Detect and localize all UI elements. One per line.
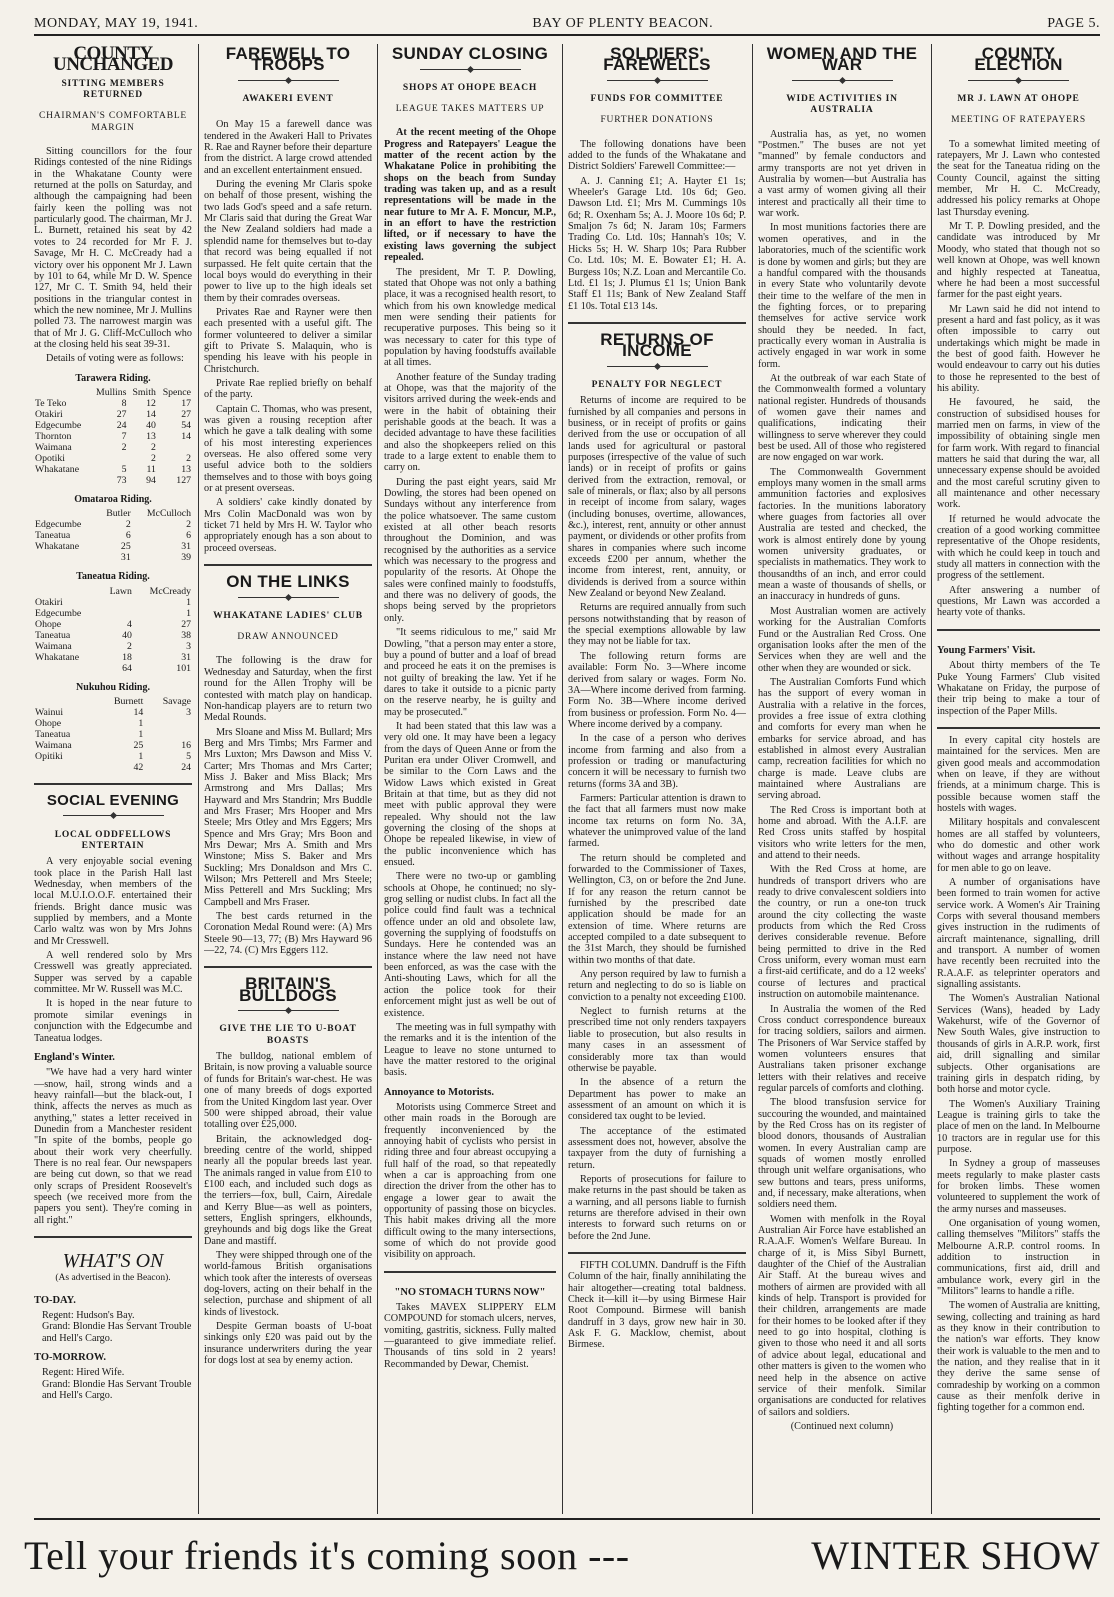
farewell-paragraph: During the evening Mr Claris spoke on behalf of those present, wishing the two lads God's speed and a safe return. Mr Claris said that during the Great War the New Zealand soldiers had made a splendid name for themselves but to-day that record was being equalled if not surpassed. He felt quite certain that the local boys would do everything in their power to live up to the high ideals set them by their comrades overseas. (204, 179, 372, 304)
social-evening-article (34, 783, 192, 1044)
sunday-headline: SUNDAY CLOSING (391, 44, 549, 63)
motorists-heading: Annoyance to Motorists. (384, 1086, 494, 1098)
divider-ornament (204, 75, 372, 86)
table-header-row: Butler McCulloch (106, 508, 191, 520)
links-paragraph: Mrs Sloane and Miss M. Bullard; Mrs Berg and Mrs Timbs; Mrs Farmer and Mrs Luxton; Mrs Dawson and Miss V. Carter; Mrs Thomas and Mrs Carter; Miss J. Baker and Miss Black; Mrs Armstrong and Mrs Dallas; Mrs Hayward and Mrs Standrin; Mrs Buddle and Mrs Fraser; Mrs Hooper and Mrs Steele; Mrs Otley and Mrs Eggers; Mrs Spence and Mrs Gray; Mrs Boon and Mrs Dewar; Mrs A. Smith and Mrs Winstone; Miss S. Baker and Mrs Suckling; Mrs Donaldson and Mrs C. Wilson; Mrs Petterell and Mrs Steele; Miss Petterell and Mrs Suckling; Mrs Campbell and Mrs Fraser. (204, 726, 372, 908)
income-paragraph: Returns are required annually from such persons notwithstanding that by reason of the special exemptions allowable by law they may not be liable for tax. (568, 602, 746, 648)
column-rule (752, 44, 753, 1514)
farewell-paragraph: On May 15 a farewell dance was tendered in the Awakeri Hall to Privates R. Rae and Rayner before their departure from the district. A large crowd attended and an excellent entertainment ensued. (204, 119, 372, 176)
county-paragraph: Details of voting were as follows: (46, 353, 184, 365)
income-paragraph: Farmers: Particular attention is drawn to the fact that all farmers must now make income tax returns on form No. 3A, whatever the unimproved value of the land farmed. (568, 792, 746, 850)
column-2 (204, 44, 372, 1514)
column-rule (377, 44, 378, 1514)
women-paragraph: A number of organisations have been formed to train women for active service work. A Women's Air Training Corps with several thousand members gives instruction in the rudiments of aircraft maintenance, signalling, drill and transport. A number of women have recently been recruited into the R.A.A.F. as teleprinter operators and signalling assistants. (937, 877, 1100, 991)
sunday-paragraph: "It seems ridiculous to me," said Mr Dowling, "that a person may enter a store, buy a pound of butter and a loaf of bread and proceed he eats it on the premises is not guilty of breaking the law. Yet if he dares to take it outside to a picnic party on the reserve nearby, he is guilty and may be prosecuted." (384, 627, 556, 718)
income-paragraph: In the case of a person who derives income from farming and also from a profession or trading or manufacturing concern it will be necessary to furnish two returns (forms 3A and 3B). (568, 733, 746, 790)
banner-right-text: WINTER SHOW (811, 1532, 1100, 1578)
county-subhead: SITTING MEMBERS RETURNED (61, 78, 165, 101)
column-rule (198, 44, 199, 1514)
women-paragraph: With the Red Cross at home, are hundreds of transport drivers who are ready to drive convalescent soldiers into the country, or run a one-ton truck around the city collecting the waste products from which the Red Cross derives considerable revenue. Before being permitted to drive in the Red Cross uniform, every woman must earn a first-aid certificate, and do a 12 weeks' course of lectures and practical instruction on automobile maintenance. (758, 864, 926, 1001)
women-war-continued (937, 727, 1100, 1414)
nukuhou-vote-table (34, 696, 192, 773)
masthead-date: MONDAY, MAY 19, 1941. (34, 16, 199, 31)
bulldogs-subhead: GIVE THE LIE TO U-BOAT BOASTS (219, 1024, 357, 1046)
table-total-row: 31 39 (120, 552, 191, 564)
young-farmers-heading: Young Farmers' Visit. (937, 644, 1036, 656)
income-paragraph: Any person required by law to furnish a return and neglecting to do so is liable on conviction to a penalty not exceeding £100. (568, 969, 746, 1003)
election-paragraph: If returned he would advocate the creation of a good working committee representative of the Ohope residents, with which he could keep in touch and study all matters in connection with the progress of the settlement. (937, 513, 1100, 582)
table-total-row: 73 94 127 (116, 474, 191, 486)
mavex-advertisement (384, 1271, 556, 1370)
income-paragraph: Returns of income are required to be furnished by all companies and persons in business, or in receipt of profits or gains derived from the use or occupation of all lands used for agricultural or pastoral purposes (irrespective of the value of such lands) or in receipt of profits or gains derived from the extraction, removal, or sale of minerals, or flax; also by all persons in receipt of income from salary, wages (including bonuses, overtime, allowances, &c.), interest, rent, annuity or other annust payment, or dividends or other profits from shares in companies where such income exceeds £200 per annum, whether the income from interest, rent, annuity, or dividends is derived from a source within New Zealand or beyond New Zealand. (568, 395, 746, 600)
winter-paragraph: "We have had a very hard winter —snow, hail, strong winds and a heavy rainfall—but the black-out, I think, affects the nerves as much as anything," states a letter received in Dunedin from a Manchester resident "In spite of the bombs, people go about their work very cheerfully. There is no real fear. Our newspapers are being cut down, so that we read only scraps of President Roosevelt's speech (we received more from the papers you sent). They're coming in all right." (34, 1067, 192, 1226)
sunday-paragraph: The meeting was in full sympathy with the remarks and it is the intention of the League to leave no stone unturned to have the matter restored to the original basis. (384, 1021, 556, 1079)
masthead-page-number: PAGE 5. (1047, 16, 1100, 31)
table-row: Edgecumbe 24 40 54 (35, 419, 191, 431)
table-header-row: Burnett Savage (113, 695, 191, 707)
links-headline: ON THE LINKS (226, 572, 350, 592)
links-subhead-2: DRAW ANNOUNCED (237, 632, 339, 643)
whats-on-tomorrow: TO-MORROW. (34, 1352, 107, 1364)
column-3 (384, 44, 556, 1514)
ad-headline: "NO STOMACH TURNS NOW" (394, 1286, 546, 1298)
women-paragraph: Women with menfolk in the Royal Australian Air Force have established an R.A.A.F. Women's Welfare Bureau. In charge of it, is Miss Sibyl Burnett, daughter of the Chief of the Australian Air Staff. At the bureau wives and mothers of airmen are provided with all kinds of help. Transport is provided for their children, arrangements are made for their homes to be looked after if they need to go into hospital, clothing is given to those who need it and all sorts of advice about legal, educational and other matters is given to the women who need help in the absence on active service of their menfolk. Similar organisations are conducted for relatives of sailors and soldiers. (758, 1213, 926, 1418)
winter-show-banner (24, 1527, 1100, 1583)
banner-left-text: Tell your friends it's coming soon --- (24, 1532, 630, 1578)
winter-heading: England's Winter. (34, 1051, 115, 1063)
bulldogs-article (204, 966, 372, 1366)
sunday-paragraph: Another feature of the Sunday trading at Ohope, was that the majority of the visitors arrived during the week-ends and were in the habit of obtaining their perishable goods at the beach. It was a decided advantage to have these facilities and also the shopkeepers relied on this trade to a large extent to enable them to carry on. (384, 371, 556, 474)
county-paragraph: Sitting councillors for the four Ridings contested of the nine Ridings in the Whakatane County were returned at the polls on Saturday, and although the campaigning had been fairly keen the polling was not particularly good. The chairman, Mr J. L. Burnett, retained his seat by 42 votes to 24 recorded for Mr F. J. Savage, Mr H. C. McCready had a victory over his opponent Mr J. Lawn by 101 to 64, while Mr D. W. Spence 127, Mr C. T. Smith 94, held their positions in the triangular contest in which the new nominee, Mr J. Mullins polled 73. The narrowest margin was that of Mr J. G. Cliff-McCulloch who at the closing held his seat 39-31. (34, 146, 192, 350)
social-paragraph: A very enjoyable social evening took place in the Parish Hall last Wednesday, when members of the local M.U.I.O.O.F. entertained their friends. Bright dance music was supplied by members, and a Monte Carlo waltz was won by Mrs Johns and Mr Cresswell. (34, 856, 192, 947)
soldiers-paragraph: The following donations have been added to the funds of the Whakatane and District Soldiers' Farewell Committee:— (568, 138, 746, 173)
column-rule (562, 44, 563, 1514)
table-row: Ohope 4 27 (35, 618, 191, 630)
county-headline: COUNTY UNCHANGED (52, 44, 174, 76)
divider-ornament (937, 75, 1100, 86)
soldiers-headline: SOLDIERS' FAREWELLS (603, 44, 711, 75)
women-paragraph: The Women's Australian National Services (Wans), headed by Lady Wakehurst, wife of the Governor of New South Wales, give instruction to thousands of girls in A.R.P. work, first aid, drill signalling and similar subjects. Other organisations are training girls in despatch riding, by both horse and motor cycle. (937, 993, 1100, 1096)
bulldogs-headline: BRITAIN'S BULLDOGS (239, 974, 337, 1005)
women-paragraph: One organisation of young women, calling themselves "Militors" staffs the Melbourne A.R.P. control rooms. In addition to instruction in communications, first aid, drill and ambulance work, every girl in the "Militors" learns to handle a rifle. (937, 1217, 1100, 1298)
election-paragraph: Mr T. P. Dowling presided, and the candidate was introduced by Mr Moody, who stated that though not so well known at Ohope, was well known and highly respected at Taneatua, where he had been a most successful farmer for the past eight years. (937, 221, 1100, 301)
income-paragraph: Neglect to furnish returns at the prescribed time not only renders taxpayers liable to prosecution, but also results in many cases in an assessment of considerably more tax than would otherwise be payable. (568, 1006, 746, 1074)
table-row: Taneatua 6 6 (35, 530, 191, 542)
column-rule (931, 44, 932, 1514)
birmese-advertisement (568, 1252, 746, 1351)
farewell-paragraph: Captain C. Thomas, who was present, was given a rousing reception after which he gave a talk dealing with some of his most interesting experiences overseas. He also offered some very useful advice both to the soldiers themselves and to those with boys going or at present overseas. (204, 403, 372, 495)
table-row: Edgecumbe 2 2 (35, 519, 191, 531)
newspaper-columns (34, 44, 1100, 1514)
divider-ornament (34, 810, 192, 821)
whats-on-subtitle: (As advertised in the Beacon). (55, 1273, 171, 1284)
income-paragraph: The following return forms are available: Form No. 3—Where income derived from salary or wages. Form No. 3A—Where income derived from farming. Form No. 3B—Where income derived from business or profession. Form No. 4—Where income derived by a company. (568, 650, 746, 730)
divider-ornament (568, 75, 746, 86)
tarawera-vote-table (34, 387, 192, 486)
women-paragraph: The blood transfusion service for succouring the wounded, and maintained by the Red Cross has on its register of blood donors, thousands of Australian women. In every Australian camp are squads of women mostly enrolled through unit welfare organisations, who sew buttons and tears, press uniforms, and, if necessary, make alterations, when soldiers need them. (758, 1097, 926, 1211)
links-paragraph: The following is the draw for Wednesday and Saturday, when the first round for the Allen Trophy will be contested with match play on handicap. Non-handicap players are to return two Medal Rounds. (204, 655, 372, 724)
women-paragraph: Australia has, as yet, no women "Postmen." The buses are not yet "manned" by female conductors and army transports are not yet driven in Australia by women—but Australia has a vast army of women giving all their interest and practically all their time to war work. (758, 128, 926, 220)
table-row: Taneatua 1 (35, 728, 144, 740)
listing: Regent: Hudson's Bay. (42, 1310, 135, 1322)
women-subhead: WIDE ACTIVITIES IN AUSTRALIA (786, 94, 898, 116)
whats-on-box (34, 1236, 192, 1401)
bulldogs-paragraph: They were shipped through one of the world-famous British organisations which took after the interests of overseas dog-lovers, acting on their behalf in the selection, purchase and shipment of all kinds of livestock. (204, 1249, 372, 1318)
income-subhead: PENALTY FOR NEGLECT (591, 379, 723, 390)
women-paragraph: The Australian Comforts Fund which has the support of every woman in Australia with a relative in the forces, provides a free issue of extra clothing and comforts for every man when he embarks for service abroad, and has established in almost every Australian camp, recreation facilities for which no charge is made. Leave clubs are maintained where Australians are serving abroad. (758, 676, 926, 802)
links-paragraph: The best cards returned in the Coronation Medal Round were: (A) Mrs Steele 90—13, 77; (B) Mrs Hayward 96—22, 74. (C) Mrs Eggers 112. (204, 911, 372, 957)
table-total-row: 64 101 (122, 662, 191, 674)
table-row: Opitiki 1 5 (35, 750, 191, 762)
table-row: Edgecumbe 1 (35, 607, 191, 619)
income-paragraph: In the absence of a return the Department has power to make an assessment of an amount on which it is considered tax ought to be levied. (568, 1077, 746, 1123)
footer-rule (34, 1518, 1100, 1520)
divider-ornament (204, 1005, 372, 1016)
farewell-subhead: AWAKERI EVENT (242, 94, 334, 105)
divider-ornament (384, 63, 556, 74)
women-paragraph: Military hospitals and convalescent homes are all staffed by volunteers, who do domestic and other work without wages and arrange hospitality for men able to go on leave. (937, 817, 1100, 874)
social-subhead: LOCAL ODDFELLOWS ENTERTAIN (54, 829, 172, 851)
table-row: Waimana 25 16 (35, 739, 191, 751)
income-headline: RETURNS OF INCOME (600, 329, 714, 361)
income-paragraph: The return should be completed and forwarded to the Commissioner of Taxes, Wellington, C3, on or before the 2nd June. If for any reason the return cannot be furnished by the prescribed date application should be made for an extension of time. Where returns are accepted compiled to a date subsequent to the 31st March, they should be furnished within two months of that date. (568, 852, 746, 966)
table-row: Waimana 2 2 (35, 441, 156, 453)
soldiers-paragraph: A. J. Canning £1; A. Hayter £1 1s; Wheeler's Garage Ltd. 10s 6d; Geo. Dawson Ltd. £1; Mrs M. Cummings 10s 6d; R. Oxenham 5s; A. J. Moore 10s 6d; P. Smaljon 7s 6d; N. Jaram 10s; Farmers Trading Co. Ltd. 10s; Hannah's 10s; V. Hicks 5s; H. W. Sharp 10s; Para Rubber Co. Ltd. 10s; M. E. Bowater £1; H. A. Burgess 10s; N.Z. Loan and Mercantile Co. Ltd. £1 1s; J. Plumus £1 1s; Union Bank Staff £1 11s; Bank of New Zealand Staff £1 10s. Total £13 14s. (568, 175, 746, 312)
women-paragraph: In Sydney a group of masseuses meets regularly to make plaster casts for broken limbs. These women volunteered to supplement the work of the army nurses and masseuses. (937, 1158, 1100, 1215)
sunday-intro: At the recent meeting of the Ohope Progress and Ratepayers' League the matter of the recent action by the Whakatane Police in prohibiting the shops on the beach from Sunday trading was taken up, and as a result representations will be made in the near future to Mr A. F. Moncur, M.P., in an effort to have the restriction lifted, or if necessary to have the existing laws governing the subject repealed. (384, 127, 556, 264)
farewell-paragraph: A soldiers' cake kindly donated by Mrs Colin MacDonald was won by ticket 71 held by Mrs H. W. Taylor who appropriately enough has a son about to proceed overseas. (204, 497, 372, 554)
young-farmers-paragraph: About thirty members of the Te Puke Young Farmers' Club visited Whakatane on Friday, the purpose of their trip being to make a tour of inspection of the Paper Mills. (937, 660, 1100, 717)
income-paragraph: The acceptance of the estimated assessment does not, however, absolve the taxpayer from the duty of furnishing a return. (568, 1125, 746, 1171)
social-paragraph: It is hoped in the near future to promote similar evenings in conjunction with the Edgecumbe and Taneatua lodges. (34, 998, 192, 1044)
column-1 (34, 44, 192, 1514)
bulldogs-paragraph: Britain, the acknowledged dog-breeding centre of the world, shipped nearly all the popular breeds last year. The animals ranged in value from £10 to £100 each, and included such dogs as the terriers—fox, bull, Cairn, Airedale and Kerry Blue—as well as pointers, setters, English springers, elkhounds, greyhounds and big dogs like the Great Dane and mastiff. (204, 1133, 372, 1247)
table-row: Whakatane 25 31 (35, 541, 191, 553)
sunday-paragraph: There were no two-up or gambling schools at Ohope, he continued; no sly-grog selling or nudist clubs. In fact all the police could find fault was a technical offence under an old and obsolete law, governing the supplying of foodstuffs on Sundays. Here he contended was an instance where the law need not have been enforced, as was the case with the Anti-shouting Laws, which for all the action the police took for their enforcement might just as well be out of existence. (384, 871, 556, 1019)
income-paragraph: Reports of prosecutions for failure to make returns in the past should be taken as a warning, and all persons liable to furnish returns are therefore advised in their own interests to forward such returns on or before the 2nd June. (568, 1173, 746, 1242)
social-paragraph: A well rendered solo by Mrs Cresswell was greatly appreciated. Supper was served by a capable committee. Mr W. Russell was M.C. (34, 950, 192, 996)
women-paragraph: The women of Australia are knitting, sewing, collecting and training as hard as they know in their contribution to the nation's war efforts. They know their work is valuable to the men and to the nation, and they realise that in it they derive the same sense of comradeship by working on a common cause as their menfolk derive in fighting together for a common end. (937, 1300, 1100, 1414)
table-row: Opotiki 2 2 (35, 452, 191, 464)
income-article (568, 322, 746, 1242)
election-paragraph: To a somewhat limited meeting of ratepayers, Mr J. Lawn who contested the seat for the Taneatua riding on the County Council, against the sitting member, Mr H. C. McCready, addressed his policy remarks at Ohope last Thursday evening. (937, 138, 1100, 218)
divider-ornament (568, 361, 746, 372)
masthead (34, 6, 1100, 36)
soldiers-subhead-2: FURTHER DONATIONS (600, 115, 714, 126)
links-subhead: WHAKATANE LADIES' CLUB (213, 610, 363, 621)
election-subhead: MR J. LAWN AT OHOPE (957, 94, 1080, 105)
table-total-row: 42 24 (133, 761, 191, 773)
riding-title: Taneatua Riding. (76, 571, 150, 583)
table-row: Taneatua 40 38 (35, 629, 191, 641)
young-farmers-item (937, 629, 1100, 717)
column-6 (937, 44, 1100, 1514)
sunday-paragraph: It had been stated that this law was a very old one. It may have been a legacy from the days of Queen Anne or from the Puritan era under Oliver Cromwell, and be similar to the Corn Laws and the Widow Laws which existed in Great Britain at that time, but as they did not meet with public approval they were repealed. Why should not the law governing the closing of the shops at Ohope be repealed likewise, in view of the public inconvenience which has ensued. (384, 720, 556, 869)
links-article (204, 564, 372, 956)
table-row: Te Teko 8 12 17 (35, 397, 191, 409)
social-headline: SOCIAL EVENING (46, 791, 180, 809)
sunday-paragraph: The president, Mr T. P. Dowling, stated that Ohope was not only a bathing place, it was a recognised health resort, to which from his own knowledge medical men were sending their patients for recuperative purposes. This being so it was necessary to cater for this type of population by having foodstuffs available at all times. (384, 266, 556, 369)
election-headline: COUNTY ELECTION (974, 44, 1063, 75)
divider-ornament (204, 591, 372, 602)
ad-text: FIFTH COLUMN. Dandruff is the Fifth Column of the hair, finally annihilating the hair altogether—creating total baldness. Check it—kill it—by using Birmese Hair Root Compound. Birmese will banish dandruff in 3 days, grow new hair in 30. Ask F. G. Macklow, chemist, about Birmese. (568, 1260, 746, 1351)
farewell-paragraph: Private Rae replied briefly on behalf of the party. (204, 377, 372, 401)
women-paragraph: The Commonwealth Government employs many women in the small arms ammunition factories and explosives factories. In the munitions laboratory where guages from factories all over Australia are tested and checked, the work is almost entirely done by young women university graduates, or specialists in mathematics. They work to thousandths of an inch, and error could mean a waste of thousands of shells, or an inaccuracy in hundreds of guns. (758, 466, 926, 603)
omataroa-vote-table (34, 508, 192, 563)
table-row: Whakatane 5 11 13 (35, 463, 191, 475)
women-paragraph: In most munitions factories there are women operatives, and in the laboratories, much of the scientific work is done by women and girls; but they are a handful compared with the thousands in every State who voluntarily devote their time to the welfare of the men in the fighting forces, or to preparing themselves for active service work should they be needed. In fact, practically every woman in Australia is actively engaged in war work in some form. (758, 222, 926, 370)
women-paragraph: In every capital city hostels are maintained for the services. Men are given good meals and accommodation when on leave, if they are without friends, at a minimum charge. This is possible because women staff the hostels with wages. (937, 734, 1100, 814)
women-headline: WOMEN AND THE WAR (766, 44, 918, 75)
bulldogs-paragraph: Despite German boasts of U-boat sinkings only £20 was paid out by the insurance underwriters during the year for dogs lost at sea by enemy action. (204, 1321, 372, 1367)
soldiers-subhead: FUNDS FOR COMMITTEE (590, 94, 724, 105)
ad-text: Takes MAVEX SLIPPERY ELM COMPOUND for stomach ulcers, nerves, vomiting, gastritis, sickness. Fully malted—guaranteed to give immediate relief. Thousands of tins sold in 2 years! Recommanded by Dewar, Chemist. (384, 1302, 556, 1370)
table-header-row: Lawn McCready (109, 585, 191, 597)
women-paragraph: The Red Cross is important both at home and abroad. With the A.I.F. are Red Cross units staffed by hospital visitors who write letters for the men, and attend to their needs. (758, 804, 926, 862)
women-paragraph: In Australia the women of the Red Cross conduct correspondence bureaux for tracing soldiers, sailors and airmen. The Prisoners of War Service staffed by women volunteers ensures that Australians taken prisoner exchange letters with their relatives and receive regular parcels of comforts and clothing. (758, 1003, 926, 1094)
column-5 (758, 44, 926, 1514)
riding-title: Tarawera Riding. (75, 372, 151, 384)
riding-title: Omataroa Riding. (74, 493, 152, 505)
bulldogs-paragraph: The bulldog, national emblem of Britain, is now proving a valuable source of funds for Britain's war-chest. He was one of many breeds of dogs exported from the United Kingdom last year. Over 500 were shipped abroad, their value totalling over £25,000. (204, 1051, 372, 1131)
county-subhead-2: CHAIRMAN'S COMFORTABLE MARGIN (38, 111, 188, 133)
sunday-paragraph: During the past eight years, said Mr Dowling, the stores had been opened on Sundays without any interference from the police whatsoever. The same custom existed at all other beach resorts throughout the Dominion, and was recognised by the authorities as a service which was necessary to the progress and popularity of the resorts. At Ohope the sales were confined mainly to foodstuffs, and there was no delivery of goods, the shops being served by the proprietors only. (384, 476, 556, 624)
masthead-paper-title: BAY OF PLENTY BEACON. (532, 16, 714, 31)
sunday-subhead-2: LEAGUE TAKES MATTERS UP (395, 104, 545, 115)
listing: Regent: Hired Wife. (42, 1367, 125, 1379)
table-row: Otakiri 1 (35, 596, 191, 608)
election-subhead-2: MEETING OF RATEPAYERS (951, 115, 1086, 126)
table-row: Whakatane 18 31 (35, 651, 191, 663)
listing: Grand: Blondie Has Servant Trouble and Hell's Cargo. (42, 1378, 192, 1402)
whats-on-today: TO-DAY. (34, 1294, 76, 1306)
table-row: Wainui 14 3 (35, 706, 191, 718)
farewell-headline: FAREWELL TO TROOPS (225, 44, 351, 75)
motorists-paragraph: Motorists using Commerce Street and other main roads in the Borough are frequently inconvenienced by the annoying habit of cyclists who persist in riding three and four abreast occupying a full half of the road, so that repeatedly when a car is approaching from one direction the driver from the other has to engage a lower gear to await the opportunity of passing those on bicycles. This habit makes driving all the more difficult owing to the many intersections, some of which do not provide good visibility on approach. (384, 1101, 556, 1261)
riding-title: Nukuhou Riding. (76, 681, 150, 693)
divider-ornament (758, 75, 926, 86)
table-row: Thornton 7 13 14 (35, 430, 191, 442)
election-paragraph: He favoured, he said, the construction of subsidised houses for married men on farms, in view of the impossibility of obtaining single men for farm work. With regard to financial matters he said that during the war, all unnecessary expense should be avoided and the most careful scrutiny given to all maintenance and other necessary work. (937, 397, 1100, 511)
table-row: Otakiri 27 14 27 (35, 408, 191, 420)
election-paragraph: After answering a number of questions, Mr Lawn was accorded a hearty vote of thanks. (937, 584, 1100, 619)
women-paragraph: At the outbreak of war each State of the Commonwealth formed a voluntary national register. Hundreds of thousands of women gave their names and qualifications, indicating their willingness to serve wherever they could best be used. All of those who registered are now engaged on war work. (758, 372, 926, 464)
sunday-subhead: SHOPS AT OHOPE BEACH (402, 82, 538, 93)
column-4 (568, 44, 746, 1514)
election-paragraph: Mr Lawn said he did not intend to present a hard and fast policy, as it was often impossible to carry out undertakings which might be made in the best of good faith. However he would endeavour to carry out his duties to those he represented to the best of his ability. (937, 303, 1100, 394)
whats-on-title: WHAT'S ON (62, 1250, 164, 1272)
continued-note: (Continued next column) (790, 1420, 894, 1432)
table-row: Ohope 1 (35, 717, 144, 729)
table-row: Waimana 2 3 (35, 640, 191, 652)
women-paragraph: The Women's Auxiliary Training League is training girls to take the place of men on the land. In Melbourne 10 tractors are in regular use for this purpose. (937, 1098, 1100, 1155)
taneatua-vote-table (34, 586, 192, 674)
women-paragraph: Most Australian women are actively working for the Australian Comforts Fund or the Australian Red Cross. One organisation looks after the men of the Services when they are well and the other when they are wounded or sick. (758, 605, 926, 674)
table-header-row: Mullins Smith Spence (95, 386, 191, 398)
farewell-paragraph: Privates Rae and Rayner were then each presented with a useful gift. The former volunteered to deliver a similar gift to Private S. Malaquin, who is spending his leave with his people in Christchurch. (204, 306, 372, 375)
listing: Grand: Blondie Has Servant Trouble and Hell's Cargo. (42, 1321, 192, 1344)
